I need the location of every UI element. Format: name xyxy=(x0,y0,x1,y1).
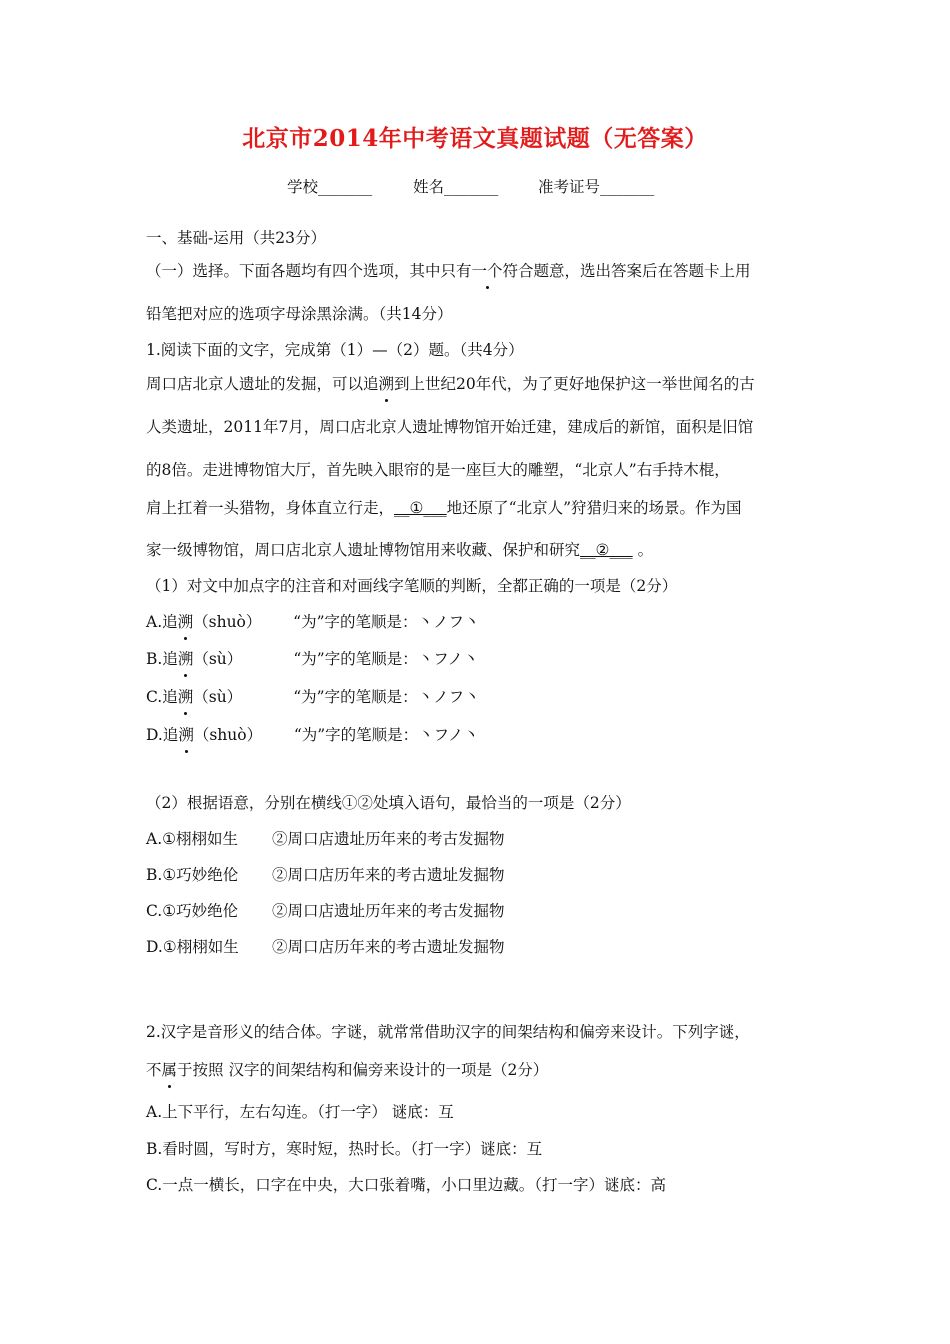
option-part-1: A.①栩栩如生 xyxy=(146,830,239,848)
option-prefix: D.追 xyxy=(146,726,179,744)
option-part-2: ②周口店遗址历年来的考古发掘物 xyxy=(272,830,505,848)
option-stroke-order: “为”字的笔顺是：丶ノフ丶 xyxy=(293,613,480,631)
subquestion-2: （2）根据语意，分别在横线①②处填入语句，最恰当的一项是（2分） xyxy=(146,794,631,812)
subquestion-1: （1）对文中加点字的注音和对画线字笔顺的判断，全都正确的一项是（2分） xyxy=(146,577,678,595)
passage-text: 周口店北京人遗址的发掘，可以追 xyxy=(146,375,379,393)
blank-1: __①___ xyxy=(394,499,447,517)
dotted-character: 溯 xyxy=(378,375,395,393)
section-subheading-line2: 铅笔把对应的选项字母涂黑涂满。（共14分） xyxy=(146,305,453,323)
option-pinyin: （shuò） xyxy=(193,726,263,744)
dotted-character: 溯 xyxy=(177,688,194,706)
subheading-text-b: 符合题意，选出答案后在答题卡上用 xyxy=(502,262,751,280)
sub2-option-a xyxy=(146,828,505,850)
option-part-2: ②周口店历年来的考古遗址发掘物 xyxy=(272,866,505,884)
passage-line-4 xyxy=(146,497,742,519)
exam-id-field: 准考证号_______ xyxy=(538,178,655,196)
q2-option-c: C.一点一横长，口字在中央，大口张着嘴，小口里边藏。（打一字）谜底：高 xyxy=(146,1176,666,1194)
option-pinyin: （shuò） xyxy=(193,613,262,631)
sub2-option-b xyxy=(146,864,505,886)
option-part-2: ②周口店历年来的考古遗址发掘物 xyxy=(272,938,505,956)
sub2-option-d xyxy=(146,936,505,958)
sub1-option-a xyxy=(146,611,480,633)
passage-text: 肩上扛着一头猎物，身体直立行走， xyxy=(146,499,395,517)
option-prefix: A.追 xyxy=(146,613,178,631)
passage-text: 家一级博物馆，周口店北京人遗址博物馆用来收藏、保护和研究 xyxy=(146,541,581,559)
option-prefix: C.追 xyxy=(146,688,178,706)
passage-text: 到上世纪20年代，为了更好地保护这一举世闻名的古 xyxy=(394,375,755,393)
q2-option-a: A.上下平行，左右勾连。（打一字） 谜底：互 xyxy=(146,1103,454,1121)
option-part-1: B.①巧妙绝伦 xyxy=(146,866,239,884)
option-stroke-order: “为”字的笔顺是：丶ノフ丶 xyxy=(293,688,480,706)
dotted-character: 溯 xyxy=(177,613,194,631)
option-part-1: C.①巧妙绝伦 xyxy=(146,902,239,920)
option-stroke-order: “为”字的笔顺是：丶フノ丶 xyxy=(293,650,479,668)
question-1-intro: 1.阅读下面的文字，完成第（1）—（2）题。（共4分） xyxy=(146,341,524,359)
name-field: 姓名_______ xyxy=(413,178,499,196)
section-subheading xyxy=(146,260,751,282)
sub1-option-d xyxy=(146,724,479,746)
question-2-stem: 2.汉字是音形义的结合体。字谜，就常常借助汉字的间架结构和偏旁来设计。下列字谜， xyxy=(146,1023,750,1041)
passage-line-3: 的8倍。走进博物馆大厅，首先映入眼帘的是一座巨大的雕塑，“北京人”右手持木棍， xyxy=(146,461,730,479)
dotted-emphasis: 不属于 xyxy=(146,1061,193,1079)
passage-line-1 xyxy=(146,373,755,395)
option-stroke-order: “为”字的笔顺是：丶フノ丶 xyxy=(293,726,479,744)
passage-text: 。 xyxy=(632,541,654,559)
dotted-emphasis: 一个 xyxy=(471,262,503,280)
passage-line-2: 人类遗址，2011年7月，周口店北京人遗址博物馆开始迁建，建成后的新馆，面积是旧馆 xyxy=(146,418,754,436)
subheading-text-a: （一）选择。下面各题均有四个选项，其中只有 xyxy=(146,262,472,280)
dotted-character: 溯 xyxy=(177,650,194,668)
sub1-option-c xyxy=(146,686,480,708)
passage-line-5 xyxy=(146,539,653,561)
option-part-1: D.①栩栩如生 xyxy=(146,938,239,956)
option-prefix: B.追 xyxy=(146,650,178,668)
page-title: 北京市2014年中考语文真题试题（无答案） xyxy=(242,125,708,152)
stem-text: 按照 汉字的间架结构和偏旁来设计的一项是（2分） xyxy=(192,1061,549,1079)
option-part-2: ②周口店遗址历年来的考古发掘物 xyxy=(272,902,505,920)
section-heading: 一、基础-运用（共23分） xyxy=(146,229,326,247)
sub1-option-b xyxy=(146,648,478,670)
school-field: 学校_______ xyxy=(287,178,373,196)
option-pinyin: （sù） xyxy=(193,688,243,706)
blank-2: __②___ xyxy=(580,541,633,559)
sub2-option-c xyxy=(146,900,505,922)
dotted-character: 溯 xyxy=(178,726,194,744)
passage-text: 地还原了“北京人”狩猎归来的场景。作为国 xyxy=(446,499,742,517)
question-2-stem-line2 xyxy=(146,1059,548,1081)
option-pinyin: （sù） xyxy=(193,650,243,668)
q2-option-b: B.看时圆，写时方，寒时短，热时长。（打一字）谜底：互 xyxy=(146,1140,543,1158)
